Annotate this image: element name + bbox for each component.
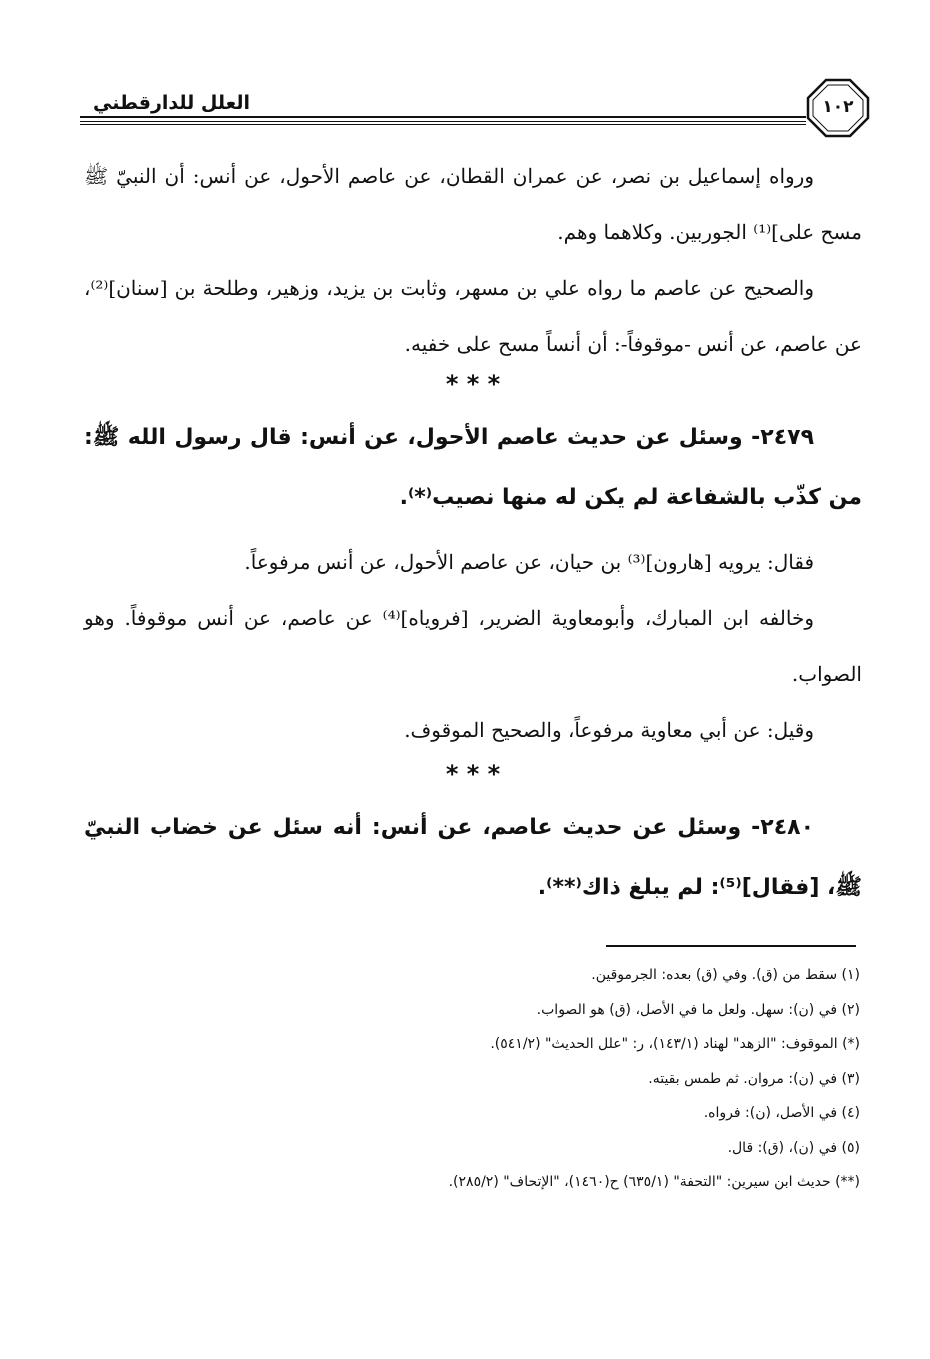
footnote: (٥) في (ن)، (ق): قال.: [727, 1139, 860, 1156]
answer-2479: [84, 534, 862, 758]
section-separator: * * *: [445, 370, 501, 398]
running-title: العلل للدارقطني: [93, 92, 250, 114]
paragraph: والصحيح عن عاصم ما رواه علي بن مسهر، وثابت بن يزيد، وزهير، وطلحة بن [سنان]⁽²⁾، عن عاصم، عن أنس -موقوفاً-: أن أنساً مسح على خفيه.: [84, 276, 862, 356]
section-separator: * * *: [445, 760, 501, 788]
footnote: (*) الموقوف: "الزهد" لهناد (١٤٣/١)، ر: "علل الحديث" (٥٤١/٢).: [490, 1036, 860, 1052]
footnote: (٢) في (ن): سهل. ولعل ما في الأصل، (ق) هو الصواب.: [536, 1001, 860, 1018]
footnote: (٤) في الأصل، (ن): فرواه.: [703, 1105, 860, 1121]
paragraph: فقال: يرويه [هارون]⁽³⁾ بن حيان، عن عاصم الأحول، عن أنس مرفوعاً.: [244, 550, 814, 574]
page-number: ١٠٢: [822, 97, 854, 117]
footnote-divider: [606, 945, 856, 947]
page-header: [80, 78, 870, 138]
question-heading: ٢٤٧٩- وسئل عن حديث عاصم الأحول، عن أنس: قال رسول الله ﷺ: من كذّب بالشفاعة لم يكن له منها نصيب⁽*⁾.: [84, 425, 862, 510]
header-rules: [80, 116, 806, 125]
footnotes: [200, 958, 860, 1200]
footnote: (١) سقط من (ق). وفي (ق) بعده: الجرموقين.: [591, 967, 860, 983]
question-2479: [84, 408, 862, 528]
question-heading: ٢٤٨٠- وسئل عن حديث عاصم، عن أنس: أنه سئل عن خضاب النبيّ ﷺ، [فقال]⁽⁵⁾: لم يبلغ ذاك⁽**⁾.: [84, 815, 862, 900]
section-continuation: [84, 148, 862, 372]
paragraph: ورواه إسماعيل بن نصر، عن عمران القطان، عن عاصم الأحول، عن أنس: أن النبيّ ﷺ مسح على]⁽¹⁾ الجوربين. وكلاهما وهم.: [84, 164, 862, 244]
footnote: (**) حديث ابن سيرين: "التحفة" (٦٣٥/١) ح(١٤٦٠)، "الإتحاف" (٢٨٥/٢).: [448, 1174, 860, 1190]
paragraph: وقيل: عن أبي معاوية مرفوعاً، والصحيح الموقوف.: [404, 718, 814, 742]
question-2480: [84, 798, 862, 918]
page-number-ornament: [806, 78, 870, 138]
paragraph: وخالفه ابن المبارك، وأبومعاوية الضرير، [فروياه]⁽⁴⁾ عن عاصم، عن أنس موقوفاً. وهو الصواب.: [84, 606, 862, 686]
footnote: (٣) في (ن): مروان. ثم طمس بقيته.: [648, 1070, 860, 1087]
